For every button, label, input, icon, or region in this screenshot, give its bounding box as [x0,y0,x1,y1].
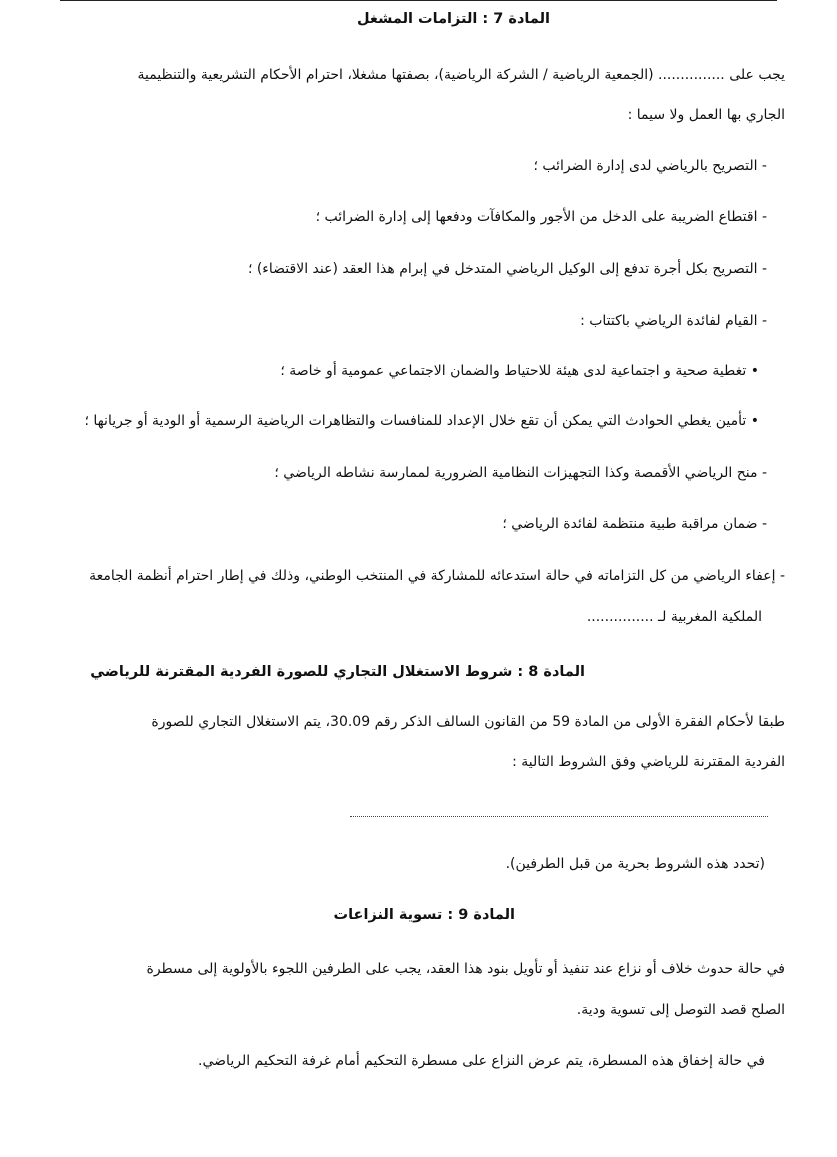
obligation-item-2: - اقتطاع الضريبة على الدخل من الأجور والمكافآت ودفعها إلى إدارة الضرائب ؛ [315,209,767,225]
article-7-intro-line-2: الجاري بها العمل ولا سيما : [627,107,785,123]
article-8-title: المادة 8 : شروط الاستغلال التجاري للصورة الفردية المقترنة للرياضي [90,664,585,680]
article-8-paragraph-line-2: الفردية المقترنة للرياضي وفق الشروط التالية : [512,754,785,770]
obligation-item-4: - القيام لفائدة الرياضي باكتتاب : [580,313,767,329]
obligation-item-7-line-1: - إعفاء الرياضي من كل التزاماته في حالة استدعائه للمشاركة في المنتخب الوطني، وذلك في إطار احترام أنظمة الجامعة [89,568,785,584]
obligation-item-5: - منح الرياضي الأقمصة وكذا التجهيزات النظامية الضرورية لممارسة نشاطه الرياضي ؛ [274,465,767,481]
obligation-item-1: - التصريح بالرياضي لدى إدارة الضرائب ؛ [533,158,767,174]
obligation-bullet-2: • تأمين يغطي الحوادث التي يمكن أن تقع خلال الإعداد للمنافسات والتظاهرات الرياضية الرسمية أو الودية أو جريانها ؛ [84,413,759,429]
article-9-paragraph-line-2: الصلح قصد التوصل إلى تسوية ودية. [576,1002,785,1018]
conditions-blank-line [350,816,768,817]
article-8-note: (تحدد هذه الشروط بحرية من قبل الطرفين). [505,856,765,872]
obligation-item-3: - التصريح بكل أجرة تدفع إلى الوكيل الرياضي المتدخل في إبرام هذا العقد (عند الاقتضاء) ؛ [247,261,767,277]
top-border-line [60,0,777,1]
obligation-bullet-1: • تغطية صحية و اجتماعية لدى هيئة للاحتياط والضمان الاجتماعي عمومية أو خاصة ؛ [280,363,759,379]
obligation-item-7-line-2: الملكية المغربية لـ ............... [586,609,762,625]
article-9-paragraph-2: في حالة إخفاق هذه المسطرة، يتم عرض النزاع على مسطرة التحكيم أمام غرفة التحكيم الرياضي. [198,1053,765,1069]
article-8-paragraph-line-1: طبقا لأحكام الفقرة الأولى من المادة 59 من القانون السالف الذكر رقم 30.09، يتم الاستغلال التجاري للصورة [151,714,785,730]
article-9-title: المادة 9 : تسوية النزاعات [333,907,515,923]
obligation-item-6: - ضمان مراقبة طبية منتظمة لفائدة الرياضي ؛ [502,516,767,532]
article-9-paragraph-line-1: في حالة حدوث خلاف أو نزاع عند تنفيذ أو تأويل بنود هذا العقد، يجب على الطرفين اللجوء بالأولوية إلى مسطرة [146,961,785,977]
article-7-intro-line-1: يجب على ............... (الجمعية الرياضية / الشركة الرياضية)، بصفتها مشغلا، احترام الأحكام التشريعية والتنظيمية [137,67,785,83]
article-7-title: المادة 7 : التزامات المشغل [356,11,550,27]
